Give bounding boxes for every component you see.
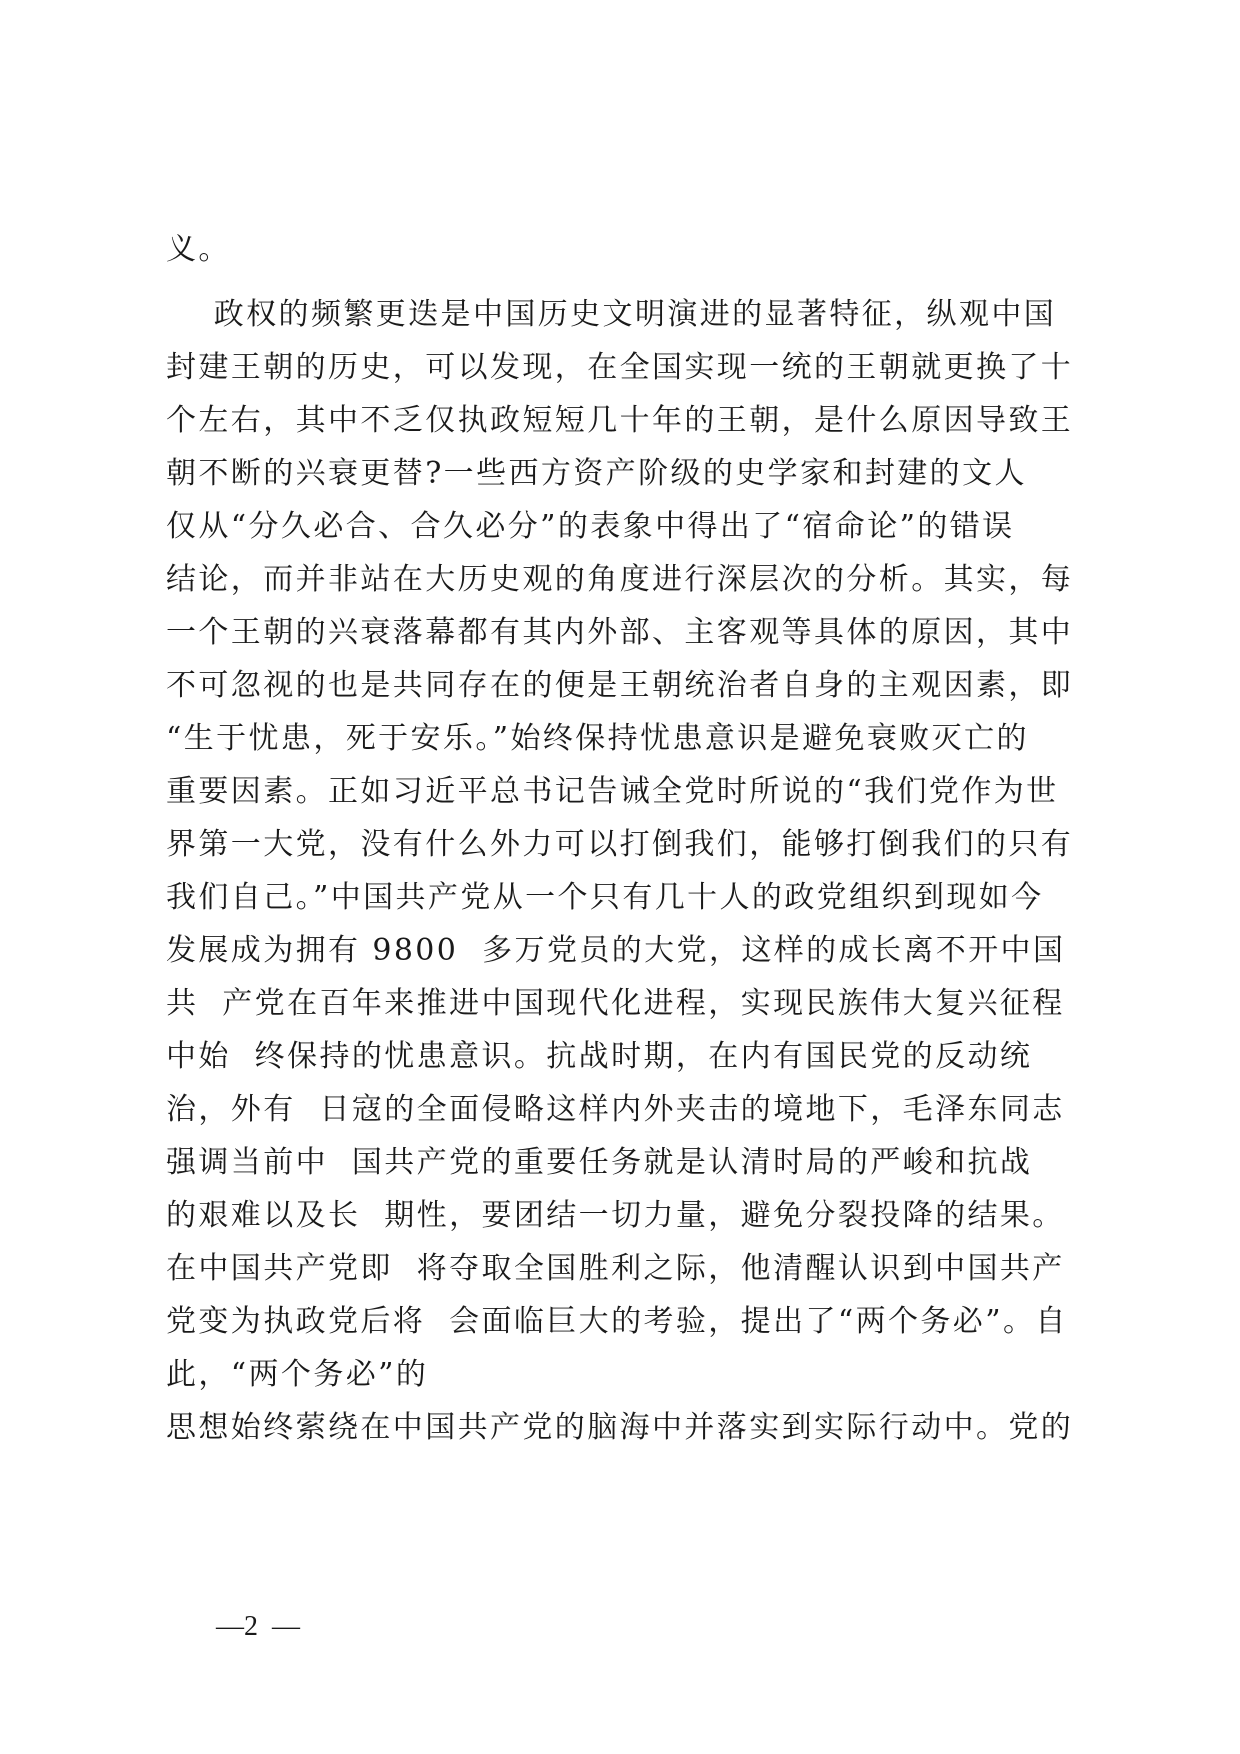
- text-line: 朝不断的兴衰更替?一些西方资产阶级的史学家和封建的文人: [166, 456, 1027, 491]
- text-line: “生于忧患，死于安乐。”始终保持忧患意识是避免衰败灭亡的: [166, 721, 1029, 756]
- text-line: 不可忽视的也是共同存在的便是王朝统治者自身的主观因素，即: [166, 668, 1074, 703]
- text-line: 共 产党在百年来推进中国现代化进程，实现民族伟大复兴征程: [166, 986, 1065, 1021]
- text-line: 义。: [166, 232, 231, 267]
- page-number: —2 —: [216, 1611, 300, 1642]
- text-line: 发展成为拥有 9800 多万党员的大党，这样的成长离不开中国: [166, 933, 1066, 968]
- text-line: 强调当前中 国共产党的重要任务就是认清时局的严峻和抗战: [166, 1145, 1033, 1180]
- text-line: 一个王朝的兴衰落幕都有其内外部、主客观等具体的原因，其中: [166, 615, 1074, 650]
- text-line: 党变为执政党后将 会面临巨大的考验，提出了“两个务必”。自: [166, 1304, 1068, 1339]
- text-line: 思想始终萦绕在中国共产党的脑海中并落实到实际行动中。党的: [166, 1410, 1074, 1445]
- text-line: 中始 终保持的忧患意识。抗战时期，在内有国民党的反动统: [166, 1039, 1033, 1074]
- body-text: [166, 223, 1076, 1454]
- paragraph-gap: [166, 276, 1076, 288]
- text-line: 个左右，其中不乏仅执政短短几十年的王朝，是什么原因导致王: [166, 403, 1074, 438]
- text-line: 界第一大党，没有什么外力可以打倒我们，能够打倒我们的只有: [166, 827, 1074, 862]
- text-line: 我们自己。”中国共产党从一个只有几十人的政党组织到现如今: [166, 880, 1044, 915]
- text-line: 的艰难以及长 期性，要团结一切力量，避免分裂投降的结果。: [166, 1198, 1065, 1233]
- text-line: 重要因素。正如习近平总书记告诫全党时所说的“我们党作为世: [166, 774, 1059, 809]
- text-line: 结论，而并非站在大历史观的角度进行深层次的分析。其实，每: [166, 562, 1074, 597]
- text-line: 封建王朝的历史，可以发现，在全国实现一统的王朝就更换了十: [166, 350, 1074, 385]
- text-line: 在中国共产党即 将夺取全国胜利之际，他清醒认识到中国共产: [166, 1251, 1065, 1286]
- text-line: 治，外有 日寇的全面侵略这样内外夹击的境地下，毛泽东同志: [166, 1092, 1065, 1127]
- text-line: 仅从“分久必合、合久必分”的表象中得出了“宿命论”的错误: [166, 509, 1015, 544]
- text-line: 政权的频繁更迭是中国历史文明演进的显著特征，纵观中国: [166, 297, 1057, 332]
- text-line: 此，“两个务必”的: [166, 1357, 429, 1392]
